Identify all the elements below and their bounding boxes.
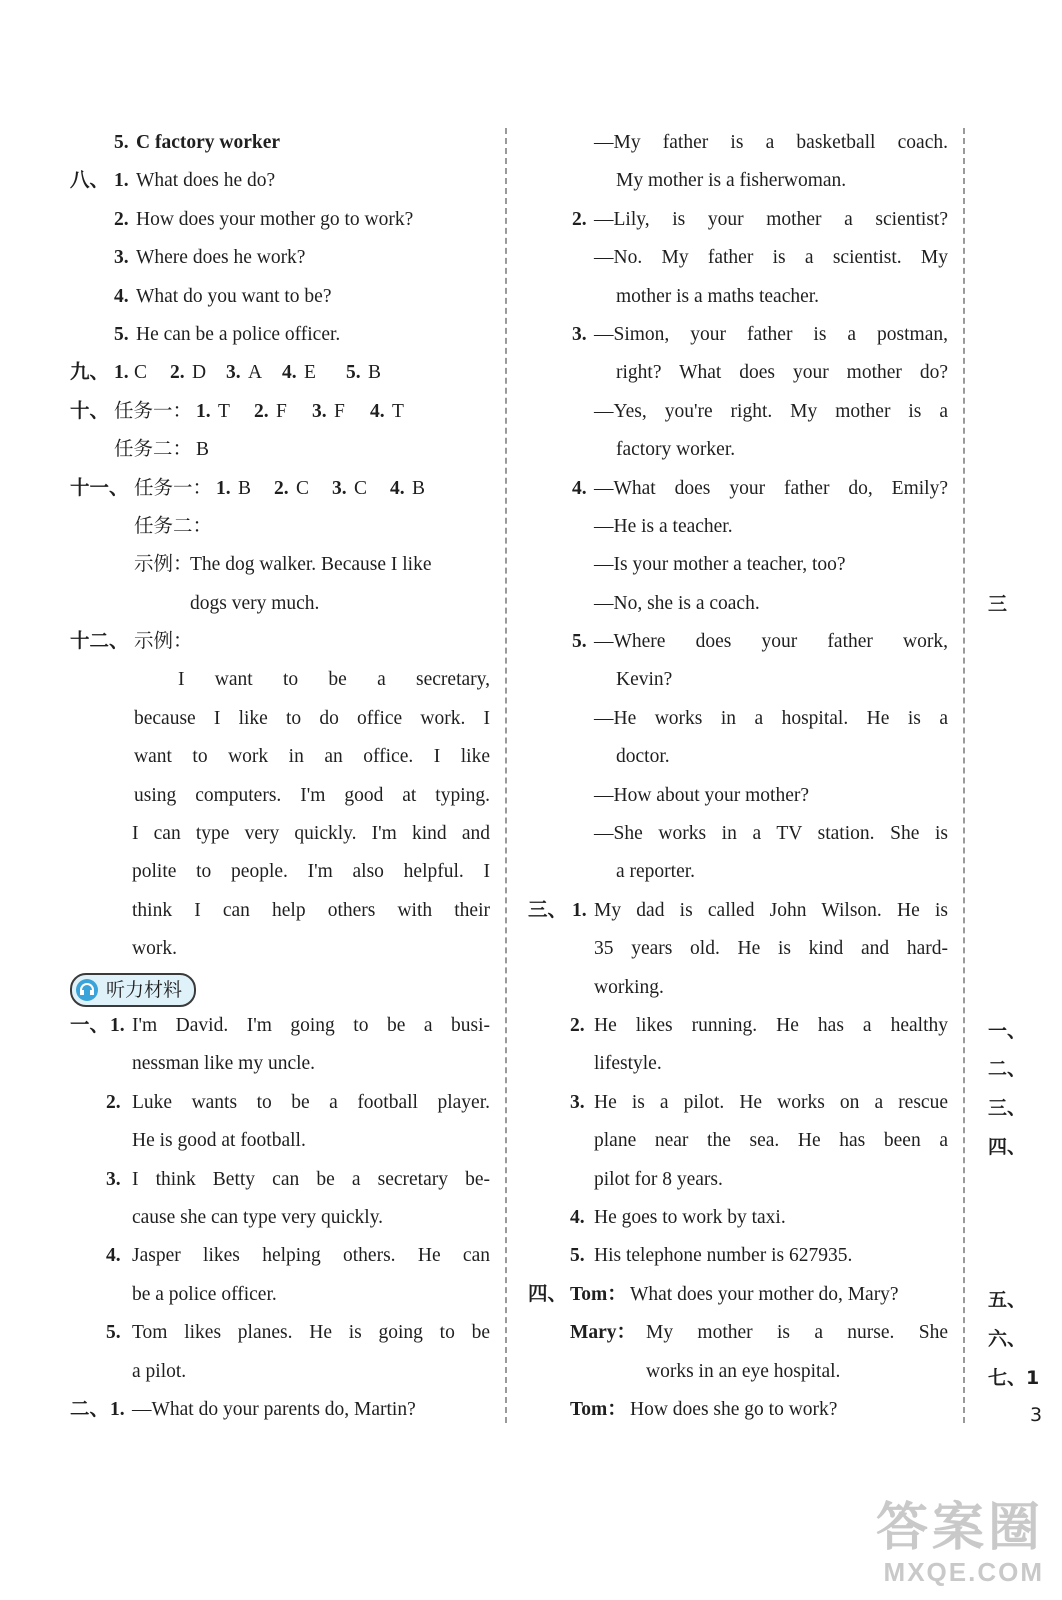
item-number: 3. <box>570 1091 585 1113</box>
transcript-text: How does she go to work? <box>630 1398 838 1420</box>
transcript-text: mother is a maths teacher. <box>616 285 820 307</box>
section-label: 十二、 <box>70 631 129 653</box>
section-9-row <box>70 354 490 392</box>
transcript-text: —My father is a basketball coach. <box>594 132 948 153</box>
item-number: 2. <box>572 208 587 230</box>
answer-row <box>70 124 490 162</box>
item-number: 5. <box>346 362 361 384</box>
transcript-text: He likes running. He has a healthy <box>594 1014 948 1036</box>
transcript-text: Luke wants to be a football player. <box>132 1091 490 1113</box>
transcript-text: —What does your father do, Emily? <box>594 477 948 499</box>
transcript-text: pilot for 8 years. <box>594 1168 723 1190</box>
essay-line <box>70 892 490 930</box>
transcript-text: factory worker. <box>616 439 736 461</box>
listening-1-line <box>70 1314 490 1352</box>
listening-1-line <box>70 1199 490 1237</box>
item-number: 1. <box>572 899 587 921</box>
transcript-text: My mother is a nurse. She <box>646 1322 948 1344</box>
transcript-text: He goes to work by taxi. <box>594 1206 786 1228</box>
section-label: 九、 <box>70 362 110 384</box>
dialogue-line <box>528 546 948 584</box>
listening-3-line <box>528 969 948 1007</box>
item-number: 1. <box>114 170 129 192</box>
transcript-text: doctor. <box>616 746 670 768</box>
listening-1-line <box>70 1276 490 1314</box>
section-8-row-5 <box>70 316 490 354</box>
transcript-text: My dad is called John Wilson. He is <box>594 899 948 921</box>
dialogue-line <box>528 354 948 392</box>
section-label: 十一、 <box>70 477 129 499</box>
essay-text: polite to people. I'm also helpful. I <box>132 861 490 883</box>
dialogue-line <box>528 470 948 508</box>
transcript-text: nessman like my uncle. <box>132 1053 316 1075</box>
listening-3-line <box>528 1045 948 1083</box>
listening-3-line <box>528 1084 948 1122</box>
listening-header-row <box>70 969 490 1007</box>
answer-choice: E <box>304 362 316 384</box>
answer-text: dogs very much. <box>190 592 320 614</box>
item-number: 4. <box>390 477 405 499</box>
listening-3-line <box>528 1122 948 1160</box>
transcript-text: —He works in a hospital. He is a <box>594 707 948 729</box>
listening-4-line <box>528 1276 948 1314</box>
section-11-row-2 <box>70 508 490 546</box>
answer-choice: B <box>196 439 210 461</box>
dialogue-line <box>528 124 948 162</box>
item-number: 2. <box>114 208 129 230</box>
item-number: 3. <box>332 477 347 499</box>
task-label: 任务二： <box>114 439 193 461</box>
answer-choice: C <box>354 477 368 499</box>
answer-choice: C <box>296 477 310 499</box>
transcript-text: plane near the sea. He has been a <box>594 1130 948 1152</box>
listening-2-line <box>70 1391 490 1429</box>
essay-line <box>70 853 490 891</box>
listening-1-line <box>70 1045 490 1083</box>
listening-4-line <box>528 1353 948 1391</box>
item-number: 5. <box>572 631 587 653</box>
dialogue-line <box>528 777 948 815</box>
answer-choice: T <box>218 400 230 422</box>
section-label: 十、 <box>70 400 110 422</box>
answer-choice: F <box>276 400 287 422</box>
item-number: 4. <box>106 1245 121 1267</box>
section-label: 三、 <box>528 899 568 921</box>
dialogue-line <box>528 738 948 776</box>
transcript-text: I'm David. I'm going to be a busi- <box>132 1014 490 1036</box>
item-number: 2. <box>106 1091 121 1113</box>
dialogue-line <box>528 201 948 239</box>
dialogue-line <box>528 508 948 546</box>
dialogue-line <box>528 623 948 661</box>
section-label: 二、 <box>70 1398 110 1420</box>
transcript-text: Kevin? <box>616 669 673 691</box>
section-label: 四、 <box>528 1283 568 1305</box>
transcript-text: right? What does your mother do? <box>616 362 948 384</box>
listening-3-line <box>528 930 948 968</box>
listening-badge <box>70 973 196 1007</box>
item-number: 4. <box>570 1206 585 1228</box>
section-8-row-4 <box>70 278 490 316</box>
transcript-text: —What do your parents do, Martin? <box>132 1398 416 1420</box>
dialogue-line <box>528 316 948 354</box>
section-label: 一、 <box>70 1014 110 1036</box>
transcript-text: What does your mother do, Mary? <box>630 1283 899 1305</box>
essay-text: I want to be a secretary, <box>178 669 490 691</box>
dialogue-line <box>528 661 948 699</box>
answer-text: The dog walker. Because I like <box>190 554 432 576</box>
item-number: 4. <box>114 285 129 307</box>
essay-line <box>70 738 490 776</box>
essay-text: think I can help others with their <box>132 899 490 921</box>
transcript-text: —She works in a TV station. She is <box>594 823 948 845</box>
item-number: 4. <box>370 400 385 422</box>
transcript-text: lifestyle. <box>594 1053 662 1075</box>
listening-4-line <box>528 1314 948 1352</box>
listening-3-line <box>528 1237 948 1275</box>
item-number: 5. <box>570 1245 585 1267</box>
listening-3-line <box>528 1199 948 1237</box>
transcript-text: —No. My father is a scientist. My <box>594 247 948 269</box>
dialogue-line <box>528 393 948 431</box>
task-label: 任务一： <box>134 477 213 499</box>
transcript-text: —Is your mother a teacher, too? <box>594 554 846 576</box>
item-number: 1. <box>216 477 231 499</box>
listening-1-line <box>70 1122 490 1160</box>
item-number: 2. <box>274 477 289 499</box>
cutoff-section-label: 四、 <box>988 1136 1027 1158</box>
transcript-text: —He is a teacher. <box>594 515 733 537</box>
section-8-row-1 <box>70 162 490 200</box>
transcript-text: His telephone number is 627935. <box>594 1245 853 1267</box>
answer-choice: B <box>412 477 426 499</box>
watermark <box>876 1498 1044 1586</box>
answer-choice: D <box>192 362 207 384</box>
cutoff-section-label: 六、 <box>988 1328 1027 1350</box>
transcript-text: working. <box>594 976 664 998</box>
essay-text: want to work in an office. I like <box>134 746 490 768</box>
task-label: 任务二： <box>134 515 213 537</box>
middle-column <box>528 124 948 1429</box>
page-number: 3 <box>1030 1404 1043 1426</box>
item-number: 3. <box>114 247 129 269</box>
item-number: 3. <box>106 1168 121 1190</box>
section-12-row <box>70 623 490 661</box>
column-divider-left <box>505 128 507 1423</box>
listening-3-line <box>528 892 948 930</box>
essay-text: work. <box>132 938 177 960</box>
essay-line <box>70 777 490 815</box>
example-label: 示例： <box>134 631 193 653</box>
essay-text: because I like to do office work. I <box>134 707 490 729</box>
section-10-row-2 <box>70 431 490 469</box>
listening-1-line <box>70 1353 490 1391</box>
answer-text: Where does he work? <box>136 247 306 269</box>
transcript-text: a reporter. <box>616 861 696 883</box>
item-number: 5. <box>106 1322 121 1344</box>
listening-title: 听力材料 <box>106 978 183 1001</box>
item-number: 3. <box>226 362 241 384</box>
answer-choice: C <box>134 362 148 384</box>
item-number: 2. <box>170 362 185 384</box>
section-11-row-4 <box>70 585 490 623</box>
item-number: 4. <box>572 477 587 499</box>
speaker-label: Mary： <box>570 1322 637 1344</box>
item-number: 1. <box>196 400 211 422</box>
transcript-text: I think Betty can be a secretary be- <box>132 1168 490 1190</box>
task-label: 任务一： <box>114 400 193 422</box>
example-label: 示例： <box>134 554 193 576</box>
answer-text: C factory worker <box>136 132 281 153</box>
transcript-text: —How about your mother? <box>594 784 809 806</box>
headphones-icon <box>76 979 98 1001</box>
item-number: 4. <box>282 362 297 384</box>
cutoff-section-label: 一、 <box>988 1020 1027 1042</box>
section-8-row-3 <box>70 239 490 277</box>
section-11-row-1 <box>70 470 490 508</box>
speaker-label: Tom： <box>570 1398 627 1420</box>
dialogue-line <box>528 585 948 623</box>
cutoff-section-label: 三、 <box>988 1097 1027 1119</box>
transcript-text: Jasper likes helping others. He can <box>132 1245 490 1267</box>
watermark-logo-text: 答案圈 <box>875 1498 1044 1558</box>
essay-line <box>70 661 490 699</box>
item-number: 1. <box>110 1398 125 1420</box>
transcript-text: —No, she is a coach. <box>594 592 760 614</box>
section-10-row-1 <box>70 393 490 431</box>
dialogue-line <box>528 431 948 469</box>
answer-choice: F <box>334 400 345 422</box>
answer-text: How does your mother go to work? <box>136 208 414 230</box>
answer-choice: B <box>238 477 252 499</box>
transcript-text: —Simon, your father is a postman, <box>594 323 948 345</box>
essay-text: I can type very quickly. I'm kind and <box>132 823 490 845</box>
column-divider-right <box>963 128 965 1423</box>
answer-text: He can be a police officer. <box>136 323 341 345</box>
answer-choice: A <box>248 362 263 384</box>
cutoff-section-label: 二、 <box>988 1058 1027 1080</box>
item-number: 2. <box>254 400 269 422</box>
listening-1-line <box>70 1237 490 1275</box>
transcript-text: 35 years old. He is kind and hard- <box>594 938 948 960</box>
essay-line <box>70 700 490 738</box>
transcript-text: My mother is a fisherwoman. <box>616 170 847 192</box>
item-number: 5. <box>114 323 129 345</box>
transcript-text: cause she can type very quickly. <box>132 1206 384 1228</box>
transcript-text: works in an eye hospital. <box>646 1360 841 1382</box>
cutoff-section-label: 五、 <box>988 1289 1027 1311</box>
dialogue-line <box>528 239 948 277</box>
listening-4-line <box>528 1391 948 1429</box>
item-number: 1. <box>110 1014 125 1036</box>
answer-text: What does he do? <box>136 170 276 192</box>
dialogue-line <box>528 815 948 853</box>
cutoff-section-label: 七、1 <box>988 1367 1040 1389</box>
watermark-url: MXQE.COM <box>883 1557 1044 1587</box>
transcript-text: a pilot. <box>132 1360 187 1382</box>
section-8-row-2 <box>70 201 490 239</box>
cutoff-text: 三 <box>988 593 1008 615</box>
transcript-text: —Yes, you're right. My mother is a <box>594 400 948 422</box>
essay-text: using computers. I'm good at typing. <box>134 784 490 806</box>
listening-1-line <box>70 1084 490 1122</box>
speaker-label: Tom： <box>570 1283 627 1305</box>
essay-line <box>70 930 490 968</box>
listening-1-line <box>70 1007 490 1045</box>
transcript-text: —Lily, is your mother a scientist? <box>594 208 948 230</box>
item-number: 2. <box>570 1014 585 1036</box>
listening-3-line <box>528 1007 948 1045</box>
transcript-text: He is good at football. <box>132 1130 306 1152</box>
answer-choice: T <box>392 400 404 422</box>
left-column <box>70 124 490 1429</box>
transcript-text: —Where does your father work, <box>594 631 948 653</box>
answer-text: What do you want to be? <box>136 285 332 307</box>
item-number: 5. <box>114 132 129 153</box>
section-11-row-3 <box>70 546 490 584</box>
transcript-text: Tom likes planes. He is going to be <box>132 1322 490 1344</box>
item-number: 3. <box>312 400 327 422</box>
transcript-text: be a police officer. <box>132 1283 277 1305</box>
essay-line <box>70 815 490 853</box>
dialogue-line <box>528 278 948 316</box>
dialogue-line <box>528 700 948 738</box>
answer-choice: B <box>368 362 382 384</box>
dialogue-line <box>528 853 948 891</box>
listening-3-line <box>528 1161 948 1199</box>
item-number: 3. <box>572 323 587 345</box>
item-number: 1. <box>114 362 129 384</box>
dialogue-line <box>528 162 948 200</box>
listening-1-line <box>70 1161 490 1199</box>
transcript-text: He is a pilot. He works on a rescue <box>594 1091 948 1113</box>
section-label: 八、 <box>70 170 110 192</box>
